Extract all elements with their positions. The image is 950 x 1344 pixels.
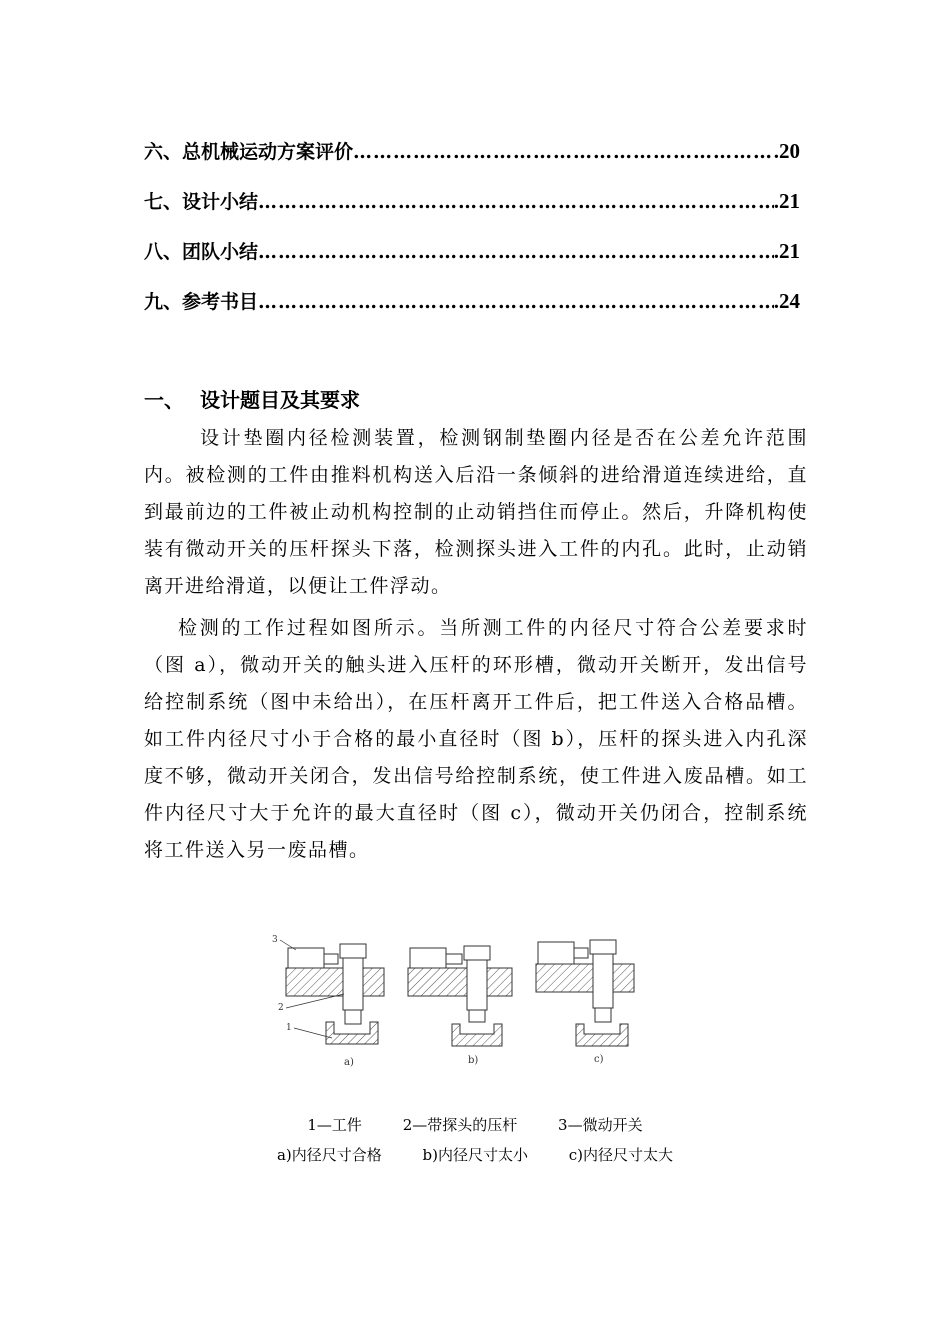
figure-legend-cases xyxy=(0,1144,950,1165)
rod-head xyxy=(590,940,616,954)
toc-entry-title: 九、参考书目 xyxy=(144,291,259,313)
legend-item: c)内径尺寸太大 xyxy=(568,1146,674,1164)
figure-panel-b xyxy=(408,946,512,1066)
micro-switch xyxy=(538,942,574,964)
fixed-block xyxy=(286,968,384,996)
section-number: 一、 xyxy=(144,388,184,412)
rod-head xyxy=(340,944,366,958)
probe xyxy=(595,1008,611,1022)
part-label: 3 xyxy=(272,935,278,945)
toc-entry-page: .20 xyxy=(773,139,800,163)
press-rod xyxy=(593,954,613,1008)
table-of-contents xyxy=(144,136,800,336)
toc-entry-page: .21 xyxy=(773,239,800,263)
panel-label: a) xyxy=(344,1057,354,1068)
fixed-block xyxy=(536,964,634,992)
fixed-block xyxy=(408,968,512,996)
legend-item: 3—微动开关 xyxy=(558,1116,643,1134)
toc-leader-dots xyxy=(258,237,774,267)
switch-contact xyxy=(324,954,338,964)
toc-entry[interactable] xyxy=(144,286,800,336)
toc-entry-title: 七、设计小结 xyxy=(144,191,259,213)
section-title: 设计题目及其要求 xyxy=(200,388,360,412)
legend-item: 2—带探头的压杆 xyxy=(402,1116,518,1134)
paragraph-text: 检测的工作过程如图所示。当所测工件的内径尺寸符合公差要求时（图 a），微动开关的触头进入压杆的环形槽，微动开关断开，发出信号给控制系统（图中未给出），在压杆离开工件后，把工件送入合格品槽。如工件内径尺寸小于合格的最小直径时（图 b），压杆的探头进入内孔深度不够，微动开关闭合，发出信号给控制系统，使工件进入废品槽。如工件内径尺寸大于允许的最大直径时（图 c），微动开关仍闭合，控制系统将工件送入另一废品槽。 xyxy=(144,617,808,861)
micro-switch xyxy=(288,948,324,968)
toc-entry[interactable] xyxy=(144,136,800,186)
panel-label: b) xyxy=(468,1055,479,1066)
body-paragraph xyxy=(144,420,808,605)
press-rod xyxy=(343,958,363,1010)
micro-switch xyxy=(410,948,446,968)
section-heading xyxy=(144,384,360,413)
toc-leader-dots xyxy=(258,287,774,317)
toc-entry[interactable] xyxy=(144,186,800,236)
part-label: 1 xyxy=(286,1023,292,1033)
legend-item: b)内径尺寸太小 xyxy=(422,1146,528,1164)
legend-item: a)内径尺寸合格 xyxy=(276,1146,382,1164)
toc-entry-page: .21 xyxy=(773,189,800,213)
figure-legend-parts xyxy=(0,1114,950,1135)
legend-item: 1—工件 xyxy=(307,1116,362,1134)
toc-leader-dots xyxy=(353,137,774,167)
toc-entry-page: .24 xyxy=(773,289,800,313)
switch-contact xyxy=(446,954,462,964)
inspection-figure xyxy=(268,928,648,1078)
probe xyxy=(345,1010,361,1024)
workpiece xyxy=(326,1022,378,1044)
part-label: 2 xyxy=(278,1003,284,1013)
toc-entry[interactable] xyxy=(144,236,800,286)
paragraph-text: 设计垫圈内径检测装置，检测钢制垫圈内径是否在公差允许范围内。被检测的工件由推料机构送入后沿一条倾斜的进给滑道连续进给，直到最前边的工件被止动机构控制的止动销挡住而停止。然后，升降机构使装有微动开关的压杆探头下落，检测探头进入工件的内孔。此时，止动销离开进给滑道，以便让工件浮动。 xyxy=(144,427,808,597)
figure-panel-a xyxy=(272,935,384,1068)
press-rod xyxy=(467,960,487,1010)
panel-label: c) xyxy=(594,1054,604,1065)
probe xyxy=(469,1010,485,1022)
body-paragraph xyxy=(144,610,808,869)
workpiece xyxy=(576,1024,628,1046)
toc-entry-title: 六、总机械运动方案评价 xyxy=(144,141,354,163)
toc-leader-dots xyxy=(258,187,774,217)
switch-contact xyxy=(574,948,588,958)
toc-entry-title: 八、团队小结 xyxy=(144,241,259,263)
figure-panel-c xyxy=(536,940,634,1065)
workpiece xyxy=(452,1024,502,1046)
rod-head xyxy=(464,946,490,960)
